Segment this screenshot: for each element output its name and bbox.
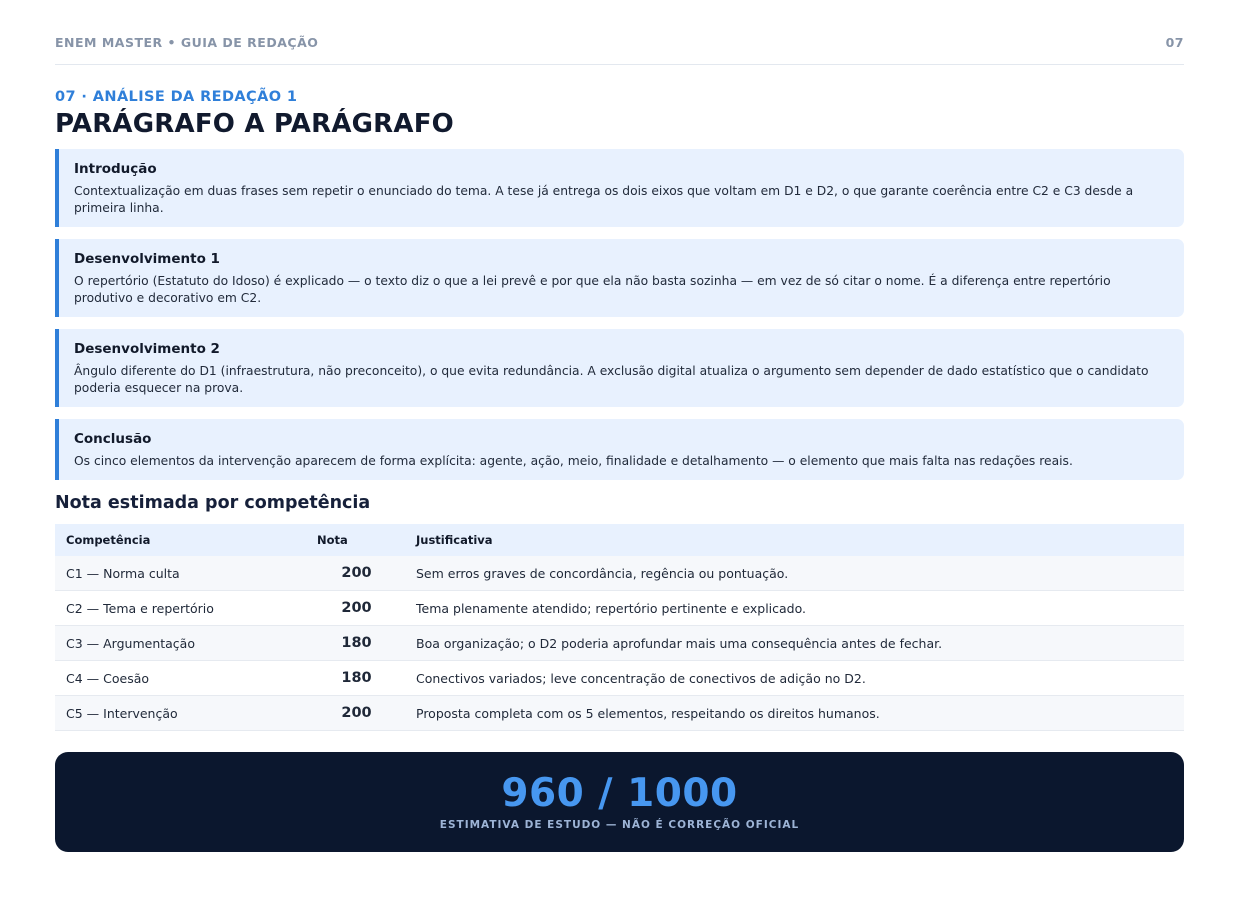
total-score-value: 960 / 1000 [501,771,738,816]
scores-table [55,524,1184,731]
running-header [55,35,1184,65]
paragraph-text: Contextualização em duas frases sem repetir o enunciado do tema. A tese já entrega os dois eixos que voltam em D1 e D2, o que garante coerência entre C2 e C3 desde a primeira linha. [74,184,1134,215]
competency-name: C4 — Coesão [55,661,306,696]
section-kicker: 07 · ANÁLISE DA REDAÇÃO 1 [55,89,298,105]
table-header-row [55,524,1184,556]
paragraph-card-introducao [55,149,1184,227]
paragraph-text: Os cinco elementos da intervenção aparecem de forma explícita: agente, ação, meio, finalidade e detalhamento — o elemento que mais falta nas redações reais. [74,454,1073,468]
paragraph-heading: Introdução [74,161,157,177]
paragraph-heading: Desenvolvimento 1 [74,251,220,267]
table-row [55,556,1184,591]
competency-score: 180 [306,626,407,661]
competency-justification: Conectivos variados; leve concentração de conectivos de adição no D2. [407,661,1184,696]
table-row [55,696,1184,731]
table-row [55,661,1184,696]
paragraph-text: Ângulo diferente do D1 (infraestrutura, não preconceito), o que evita redundância. A exclusão digital atualiza o argumento sem depender de dado estatístico que o candidato poderia esquecer na prova. [74,364,1149,395]
page-title: PARÁGRAFO A PARÁGRAFO [55,109,454,139]
paragraph-card-desenvolvimento-1 [55,239,1184,317]
competency-justification: Sem erros graves de concordância, regência ou pontuação. [407,556,1184,591]
competency-justification: Boa organização; o D2 poderia aprofundar mais uma consequência antes de fechar. [407,626,1184,661]
column-header-nota: Nota [306,524,407,556]
competency-justification: Proposta completa com os 5 elementos, respeitando os direitos humanos. [407,696,1184,731]
competency-name: C5 — Intervenção [55,696,306,731]
paragraph-text: O repertório (Estatuto do Idoso) é explicado — o texto diz o que a lei prevê e por que ela não basta sozinha — em vez de só citar o nome. É a diferença entre repertório produtivo e decorativo em C2. [74,274,1111,305]
competency-score: 180 [306,661,407,696]
scores-title: Nota estimada por competência [55,493,371,513]
column-header-justificativa: Justificativa [407,524,1184,556]
competency-score: 200 [306,556,407,591]
total-score-caption: ESTIMATIVA DE ESTUDO — NÃO É CORREÇÃO OFICIAL [439,819,800,831]
paragraph-heading: Desenvolvimento 2 [74,341,220,357]
paragraph-card-desenvolvimento-2 [55,329,1184,407]
competency-score: 200 [306,696,407,731]
competency-score: 200 [306,591,407,626]
total-score-panel [55,752,1184,852]
competency-justification: Tema plenamente atendido; repertório pertinente e explicado. [407,591,1184,626]
competency-name: C2 — Tema e repertório [55,591,306,626]
paragraph-heading: Conclusão [74,431,152,447]
table-row [55,591,1184,626]
brand-label: ENEM MASTER • GUIA DE REDAÇÃO [55,35,319,50]
column-header-competencia: Competência [55,524,306,556]
competency-name: C3 — Argumentação [55,626,306,661]
competency-name: C1 — Norma culta [55,556,306,591]
page-number: 07 [1165,35,1184,50]
paragraph-card-conclusao [55,419,1184,480]
table-row [55,626,1184,661]
